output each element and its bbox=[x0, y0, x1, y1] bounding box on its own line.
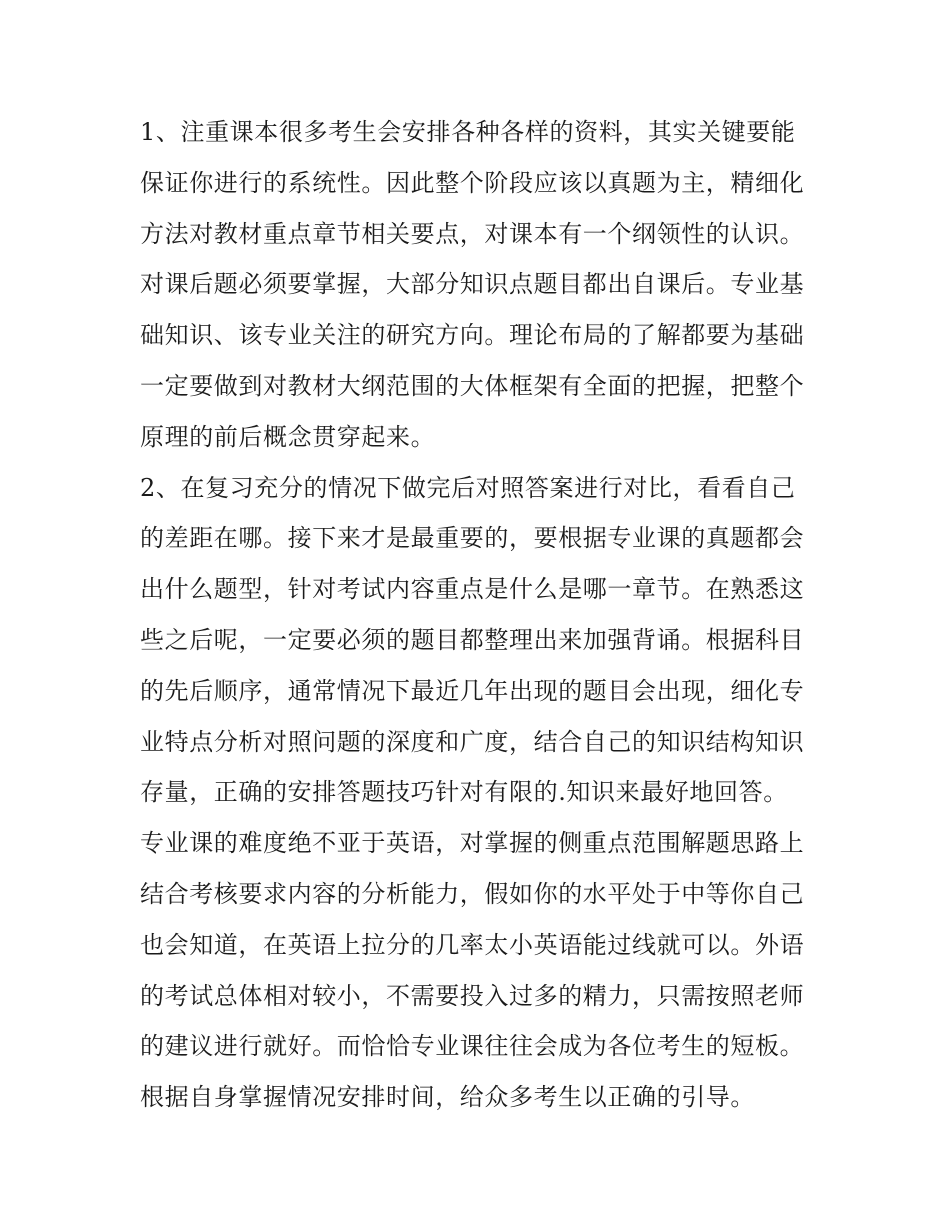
text-line: 些之后呢，一定要必须的题目都整理出来加强背诵。根据科目 bbox=[140, 625, 805, 654]
text-line: 2、在复习充分的情况下做完后对照答案进行对比，看看自己 bbox=[140, 473, 796, 502]
text-line: 存量，正确的安排答题技巧针对有限的.知识来最好地回答。 bbox=[140, 778, 788, 807]
text-line: 原理的前后概念贯穿起来。 bbox=[140, 422, 436, 451]
text-line: 础知识、该专业关注的研究方向。理论布局的了解都要为基础 bbox=[140, 321, 805, 350]
text-line: 一定要做到对教材大纲范围的大体框架有全面的把握，把整个 bbox=[140, 371, 805, 400]
text-line: 的先后顺序，通常情况下最近几年出现的题目会出现，细化专 bbox=[140, 676, 805, 705]
text-line: 保证你进行的系统性。因此整个阶段应该以真题为主，精细化 bbox=[140, 168, 805, 197]
text-line: 专业课的难度绝不亚于英语，对掌握的侧重点范围解题思路上 bbox=[140, 829, 805, 858]
text-line: 出什么题型，针对考试内容重点是什么是哪一章节。在熟悉这 bbox=[140, 575, 805, 604]
text-line: 的考试总体相对较小，不需要投入过多的精力，只需按照老师 bbox=[140, 981, 805, 1010]
text-line: 的差距在哪。接下来才是最重要的，要根据专业课的真题都会 bbox=[140, 524, 805, 553]
text-line: 方法对教材重点章节相关要点，对课本有一个纲领性的认识。 bbox=[140, 219, 805, 248]
document-body bbox=[140, 107, 820, 1123]
text-line: 也会知道，在英语上拉分的几率太小英语能过线就可以。外语 bbox=[140, 930, 805, 959]
text-line: 根据自身掌握情况安排时间，给众多考生以正确的引导。 bbox=[140, 1083, 755, 1112]
text-line: 对课后题必须要掌握，大部分知识点题目都出自课后。专业基 bbox=[140, 270, 805, 299]
text-line: 结合考核要求内容的分析能力，假如你的水平处于中等你自己 bbox=[140, 879, 805, 908]
text-line: 1、注重课本很多考生会安排各种各样的资料，其实关键要能 bbox=[140, 118, 796, 146]
text-line: 的建议进行就好。而恰恰专业课往往会成为各位考生的短板。 bbox=[140, 1032, 805, 1061]
text-line: 业特点分析对照问题的深度和广度，结合自己的知识结构知识 bbox=[140, 727, 805, 756]
